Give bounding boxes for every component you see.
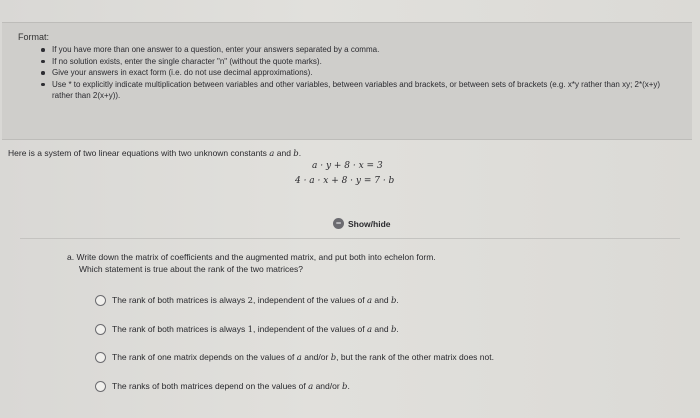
minus-circle-icon: −: [333, 218, 344, 229]
radio-button[interactable]: [95, 352, 106, 363]
option-and: and/or: [315, 381, 340, 391]
show-hide-toggle[interactable]: [333, 218, 391, 229]
option-end: .: [347, 381, 350, 391]
option-end: .: [396, 324, 399, 334]
radio-button[interactable]: [95, 381, 106, 392]
option-text-mid: , independent of the values of: [253, 324, 365, 334]
option-rank-always-1[interactable]: [95, 324, 399, 335]
format-title: Format:: [18, 32, 50, 42]
option-end: , but the rank of the other matrix does not.: [336, 352, 494, 362]
format-rule-no-solution: If no solution exists, enter the single character "n" (without the quote marks).: [40, 56, 662, 68]
question-a: [67, 251, 436, 275]
format-rule-multiplication: Use * to explicitly indicate multiplication between variables and other variables, between variables and brackets, or between sets of brackets (e.g. x*y rather than xy; 2*(x+y) rather than 2(x+y)).: [40, 79, 662, 102]
option-text: [112, 324, 399, 335]
show-hide-label: Show/hide: [348, 218, 391, 229]
section-divider: [20, 238, 680, 239]
format-instructions-box: [2, 22, 692, 140]
radio-button[interactable]: [95, 324, 106, 335]
option-text: [112, 352, 494, 363]
problem-intro-text: Here is a system of two linear equations with two unknown constants: [8, 148, 267, 158]
option-text-pre: The ranks of both matrices depend on the values of: [112, 381, 306, 391]
intro-period: .: [298, 148, 302, 158]
var-b: b: [330, 353, 337, 363]
option-text: [112, 295, 399, 306]
option-end: .: [396, 295, 399, 305]
option-rank-both-depend[interactable]: [95, 381, 350, 392]
option-text-pre: The rank of one matrix depends on the values of: [112, 352, 295, 362]
question-a-line1: a. Write down the matrix of coefficients and the augmented matrix, and put both into echelon form.: [67, 252, 436, 262]
var-a: a: [308, 382, 314, 392]
option-and: and: [374, 324, 389, 334]
equation-1: a · y + 8 · x = 3: [312, 161, 383, 171]
option-number: 1: [247, 325, 254, 335]
var-b: b: [390, 325, 397, 335]
option-text: [112, 381, 350, 392]
option-number: 2: [247, 296, 254, 306]
option-rank-one-depends[interactable]: [95, 352, 494, 363]
var-b: b: [342, 382, 348, 392]
option-and: and/or: [304, 352, 329, 362]
problem-intro: [8, 148, 301, 159]
radio-button[interactable]: [95, 295, 106, 306]
option-text-pre: The rank of both matrices is always: [112, 295, 246, 305]
option-and: and: [374, 295, 389, 305]
var-a: a: [366, 296, 373, 306]
equation-2: 4 · a · x + 8 · y = 7 · b: [295, 176, 395, 186]
question-a-line2: Which statement is true about the rank of the two matrices?: [79, 264, 303, 274]
format-rules-list: [40, 44, 662, 102]
option-text-pre: The rank of both matrices is always: [112, 324, 246, 334]
var-a: a: [296, 353, 302, 363]
var-b: b: [390, 296, 397, 306]
option-rank-always-2[interactable]: [95, 295, 399, 306]
var-b: b: [293, 149, 299, 159]
var-a: a: [269, 149, 275, 159]
var-a: a: [366, 325, 373, 335]
intro-and: and: [276, 148, 291, 158]
option-text-mid: , independent of the values of: [253, 295, 365, 305]
format-rule-exact-form: Give your answers in exact form (i.e. do not use decimal approximations).: [40, 67, 662, 79]
format-rule-multiple-answers: If you have more than one answer to a question, enter your answers separated by a comma.: [40, 44, 662, 56]
